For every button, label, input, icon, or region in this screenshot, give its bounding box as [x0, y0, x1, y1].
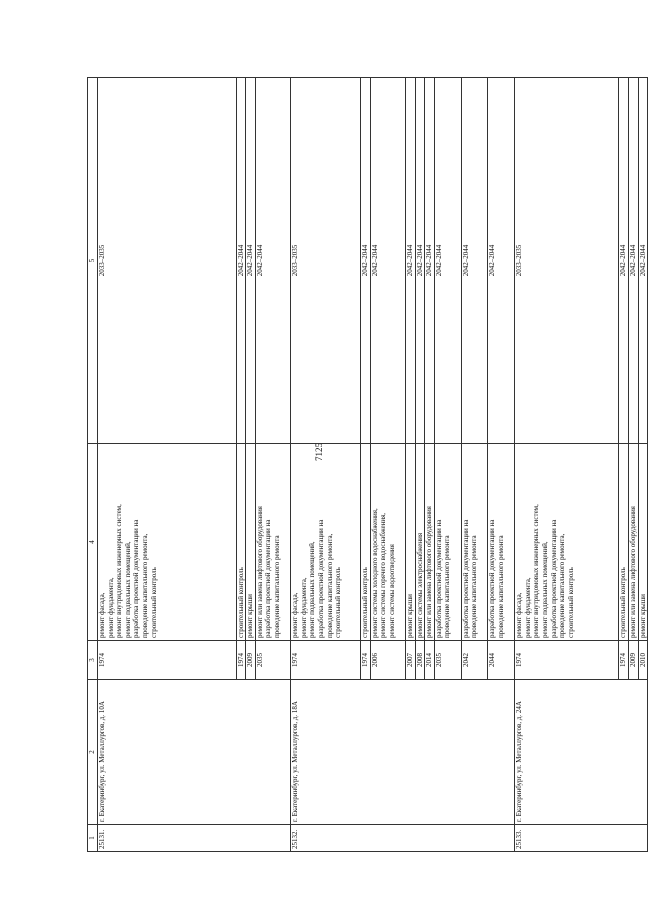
work-item: разработка проектной документации на [434, 519, 443, 638]
work-item: проведение капитального ремонта [272, 535, 281, 638]
work-item: ремонт подвальных помещений, [308, 541, 317, 638]
work-item: ремонт подвальных помещений, [540, 541, 549, 638]
year-cell: 2035 [434, 641, 461, 680]
year-cell: 2035 [255, 641, 290, 680]
works-cell [405, 444, 415, 641]
work-item: ремонт системы холодного водоснабжения, [370, 508, 379, 638]
works-cell [488, 444, 515, 641]
year-cell: 2007 [405, 641, 415, 680]
object-number: 25132. [291, 825, 515, 852]
works-cell [246, 444, 256, 641]
page-number: 7125 [314, 443, 324, 461]
column-header: 1 [88, 825, 98, 852]
year-cell: 2042 [461, 641, 488, 680]
work-item: ремонт фасада, [515, 592, 524, 638]
column-header: 4 [88, 444, 98, 641]
works-cell [638, 444, 648, 641]
year-cell: 2006 [370, 641, 405, 680]
year-cell: 1974 [360, 641, 370, 680]
table-row [98, 78, 237, 852]
period-cell: 2042–2044 [370, 78, 405, 444]
period-cell: 2042–2044 [425, 78, 435, 444]
work-item: проведение капитального ремонта [496, 535, 505, 638]
work-item: ремонт крыши [246, 594, 255, 638]
year-cell: 2009 [628, 641, 638, 680]
work-item: проведение капитального ремонта, [140, 533, 149, 638]
work-item: ремонт крыши [405, 594, 414, 638]
works-cell [370, 444, 405, 641]
year-cell: 1974 [236, 641, 246, 680]
work-item: проведение капитального ремонта, [558, 533, 567, 638]
period-cell: 2042–2044 [434, 78, 461, 444]
object-address: г. Екатеринбург, ул. Металлургов, д. 18А [291, 680, 515, 825]
work-item: проведение капитального ремонта [443, 535, 452, 638]
schedule-table-body [88, 78, 648, 852]
works-cell [98, 444, 237, 641]
work-item: строительный контроль [236, 567, 245, 638]
period-cell: 2042–2044 [255, 78, 290, 444]
work-item: ремонт или замена лифтового оборудования [425, 506, 434, 638]
work-item: проведение капитального ремонта, [325, 533, 334, 638]
period-cell: 2042–2044 [415, 78, 425, 444]
object-number: 25133. [515, 825, 648, 852]
work-item: ремонт системы горячего водоснабжения, [379, 512, 388, 638]
work-item: разработка проектной документации на [132, 519, 141, 638]
year-cell: 2009 [246, 641, 256, 680]
schedule-table [87, 77, 648, 852]
work-item: ремонт фундамента, [523, 577, 532, 638]
work-item: разработка проектной документации на [461, 519, 470, 638]
works-cell [425, 444, 435, 641]
column-header: 3 [88, 641, 98, 680]
period-cell: 2042–2044 [628, 78, 638, 444]
period-cell: 2042–2044 [638, 78, 648, 444]
period-cell: 2042–2044 [405, 78, 415, 444]
year-cell: 1974 [291, 641, 361, 680]
work-item: разработка проектной документации на [488, 519, 497, 638]
works-cell [360, 444, 370, 641]
work-item: строительный контроль [566, 567, 575, 638]
period-cell: 2042–2044 [236, 78, 246, 444]
object-address: г. Екатеринбург, ул. Металлургов, д. 10А [98, 680, 291, 825]
works-cell [255, 444, 290, 641]
works-cell [415, 444, 425, 641]
table-row [515, 78, 619, 852]
works-cell [515, 444, 619, 641]
works-cell [461, 444, 488, 641]
period-cell: 2033–2035 [98, 78, 237, 444]
work-item: ремонт фундамента, [106, 577, 115, 638]
period-cell: 2042–2044 [246, 78, 256, 444]
work-item: строительный контроль [619, 567, 628, 638]
work-item: ремонт фундамента, [299, 577, 308, 638]
object-address: г. Екатеринбург, ул. Металлургов, д. 24А [515, 680, 648, 825]
work-item: ремонт подвальных помещений, [123, 541, 132, 638]
period-cell: 2033–2035 [515, 78, 619, 444]
work-item: строительный контроль [360, 567, 369, 638]
work-item: ремонт или замена лифтового оборудования [628, 506, 637, 638]
work-item: ремонт внутридомовых инженерных систем, [532, 504, 541, 638]
work-item: ремонт внутридомовых инженерных систем, [115, 504, 124, 638]
works-cell [619, 444, 629, 641]
rotated-table-container [87, 78, 647, 852]
work-item: ремонт системы электроснабжения [415, 532, 424, 638]
year-cell: 2008 [415, 641, 425, 680]
work-item: ремонт крыши [638, 594, 647, 638]
work-item: строительный контроль [149, 567, 158, 638]
column-number-header [88, 78, 98, 852]
year-cell: 2044 [488, 641, 515, 680]
column-header: 5 [88, 78, 98, 444]
table-row [291, 78, 361, 852]
works-cell [628, 444, 638, 641]
work-item: ремонт или замена лифтового оборудования [255, 506, 264, 638]
work-item: разработка проектной документации на [316, 519, 325, 638]
work-item: разработка проектной документации на [264, 519, 273, 638]
work-item: ремонт фасада, [291, 592, 300, 638]
work-item: строительный контроль [334, 567, 343, 638]
work-item: проведение капитального ремонта [470, 535, 479, 638]
work-item: ремонт фасада, [98, 592, 106, 638]
object-number: 25131. [98, 825, 291, 852]
works-cell [236, 444, 246, 641]
year-cell: 2010 [638, 641, 648, 680]
works-cell [434, 444, 461, 641]
period-cell: 2042–2044 [360, 78, 370, 444]
works-cell [291, 444, 361, 641]
period-cell: 2042–2044 [461, 78, 488, 444]
period-cell: 2042–2044 [619, 78, 629, 444]
period-cell: 2033–2035 [291, 78, 361, 444]
column-header: 2 [88, 680, 98, 825]
year-cell: 1974 [98, 641, 237, 680]
year-cell: 2014 [425, 641, 435, 680]
work-item: разработка проектной документации на [549, 519, 558, 638]
work-item: ремонт системы водоотведения [387, 544, 396, 638]
year-cell: 1974 [619, 641, 629, 680]
period-cell: 2042–2044 [488, 78, 515, 444]
year-cell: 1974 [515, 641, 619, 680]
